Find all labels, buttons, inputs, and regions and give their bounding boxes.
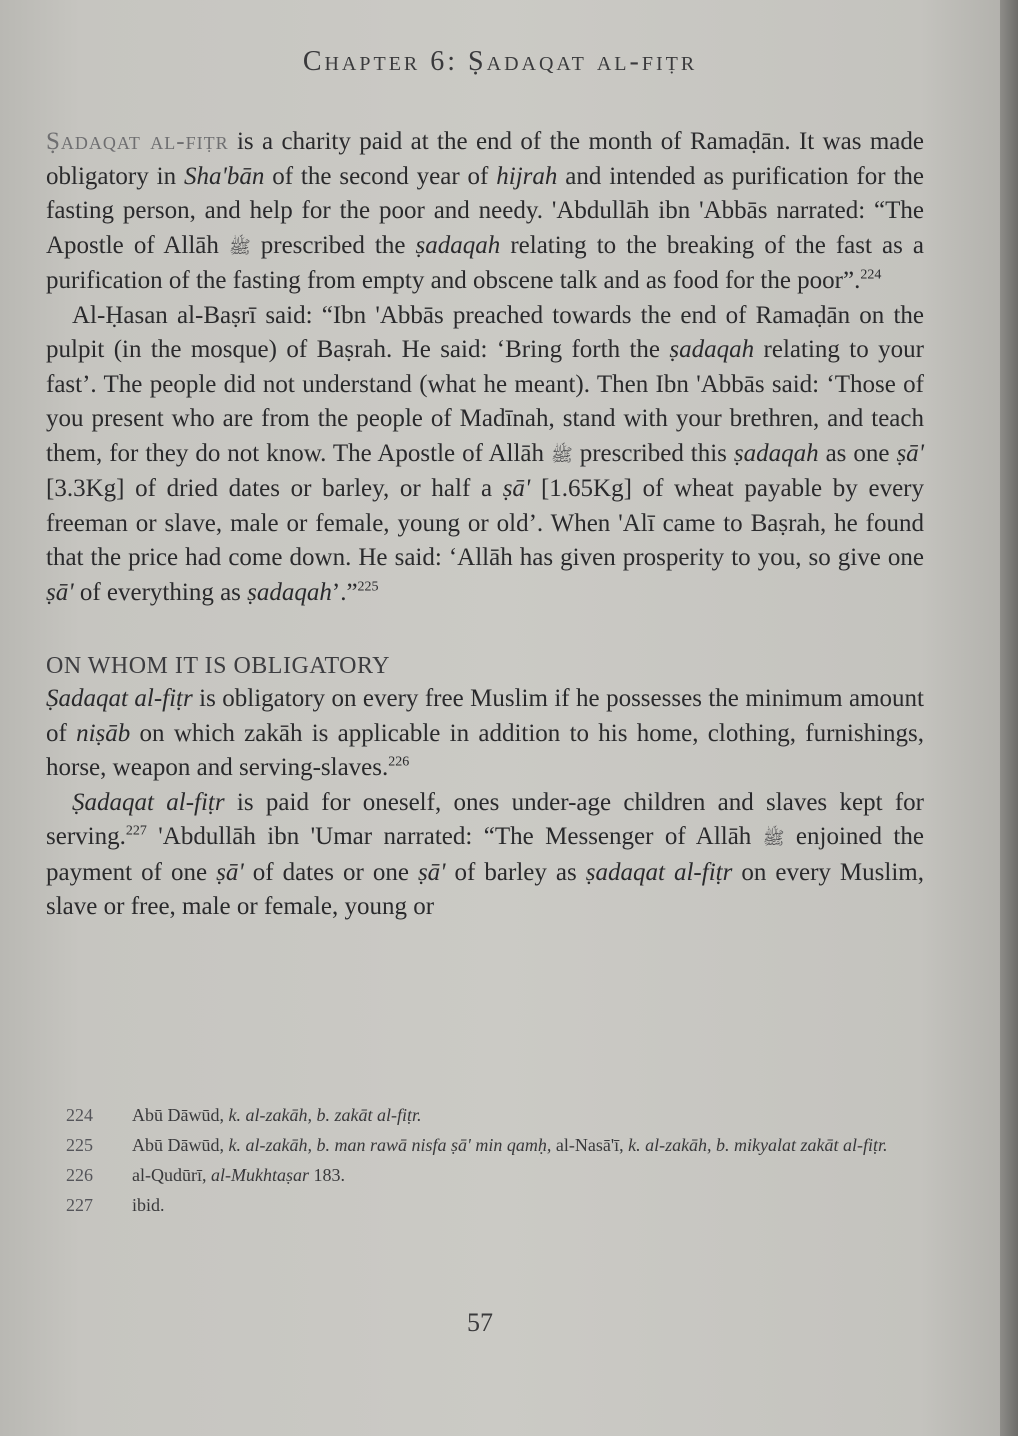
footnote-text: Abū Dāwūd, xyxy=(132,1135,229,1155)
footnote-text: ibid. xyxy=(132,1195,165,1215)
footnote-number: 226 xyxy=(66,1165,93,1185)
italic-term: ṣadaqat al-fiṭr xyxy=(585,858,733,886)
footnotes xyxy=(66,1100,926,1220)
text-run: of everything as xyxy=(73,578,248,606)
footnote-italic: k. al-zakāh, b. mikyalat zakāt al-fiṭr. xyxy=(628,1135,888,1155)
italic-term: Ṣadaqat al-fiṭr xyxy=(72,788,225,816)
text-run: relating to your fast’. The people did not understand (what he meant). Then Ibn 'Abbās said: ‘Those of you present who are from the people of Madīnah, stand with your brethren, and teach them, for they do not know. The Apostle of Allāh xyxy=(46,336,924,467)
footnote-text: al-Nasā'ī, xyxy=(551,1135,629,1155)
text-run: is a charity paid at the end of the month of Ramaḍān. It was made obligatory in xyxy=(46,128,924,190)
italic-term: niṣāb xyxy=(76,719,131,747)
footnote-ref-226[interactable]: 226 xyxy=(388,754,410,770)
section-heading: ON WHOM IT IS OBLIGATORY xyxy=(46,653,391,679)
paragraph-4 xyxy=(46,786,924,925)
text-run: of dates or one xyxy=(243,858,418,886)
paragraph-2 xyxy=(46,299,924,611)
text-run: of the second year of xyxy=(264,162,497,190)
italic-term: ṣā' xyxy=(896,439,925,467)
footnote-225 xyxy=(66,1130,926,1160)
italic-term: Ṣadaqat al-fiṭr xyxy=(46,685,193,712)
text-run: is paid for oneself, ones under-age children and slaves kept for serving. xyxy=(46,788,924,850)
page-edge xyxy=(1000,0,1018,1436)
honorific-symbol: ﷺ xyxy=(762,828,785,848)
text-run: ’.” xyxy=(331,578,358,606)
footnote-number: 225 xyxy=(66,1135,93,1155)
footnote-text: al-Qudūrī, xyxy=(132,1165,211,1185)
body-text xyxy=(46,125,924,925)
paragraph-1 xyxy=(46,125,924,299)
text-run: [3.3Kg] of dried dates or barley, or half a xyxy=(46,475,503,502)
footnote-ref-224[interactable]: 224 xyxy=(860,267,882,283)
italic-term: ṣā' xyxy=(216,858,244,886)
italic-term: ṣadaqah xyxy=(733,439,819,467)
footnote-226 xyxy=(66,1160,926,1190)
footnote-text: Abū Dāwūd, xyxy=(132,1105,229,1125)
running-head: Chapter 6: Ṣadaqat al-fiṭr xyxy=(302,46,698,77)
text-run: as one xyxy=(818,439,897,467)
text-run: Al-Ḥasan al-Baṣrī said: “Ibn 'Abbās preached towards the end of Ramaḍān on the pulpit (in the mosque) of Baṣrah. He said: ‘Bring forth the xyxy=(46,301,924,363)
italic-term: Sha'bān xyxy=(183,162,265,190)
text-run: prescribed this xyxy=(572,439,734,467)
footnote-number: 224 xyxy=(66,1105,93,1125)
text-run: is obligatory on every free Muslim if he possesses the minimum amount of xyxy=(46,685,924,747)
text-run: 'Abdullāh ibn 'Umar narrated: “The Messenger of Allāh xyxy=(146,823,763,850)
footnote-227 xyxy=(66,1190,926,1220)
footnote-italic: al-Mukhtaṣar xyxy=(210,1165,309,1185)
italic-term: ṣā' xyxy=(502,475,531,502)
text-run: enjoined the payment of one xyxy=(46,823,924,886)
text-run: on which zakāh is applicable in addition to his home, clothing, furnishings, horse, weapon and serving-slaves. xyxy=(46,719,924,781)
text-run: on every Muslim, slave or free, male or female, young or xyxy=(46,858,924,920)
footnote-number: 227 xyxy=(66,1195,93,1215)
footnote-ref-225[interactable]: 225 xyxy=(357,579,379,595)
footnote-ref-227[interactable]: 227 xyxy=(125,823,147,839)
italic-term: ṣadaqah xyxy=(415,231,501,259)
footnote-italic: k. al-zakāh, b. man rawā nisfa ṣā' min qamḥ, xyxy=(228,1135,552,1155)
footnote-text: 183. xyxy=(308,1165,345,1185)
text-run: of barley as xyxy=(445,858,586,886)
footnote-224 xyxy=(66,1100,926,1130)
text-run: relating to the breaking of the fast as a purification of the fasting from empty and obscene talk and as food for the poor”. xyxy=(46,231,924,294)
italic-term: ṣadaqah xyxy=(247,578,332,606)
honorific-symbol: ﷺ xyxy=(228,236,251,257)
text-run: [1.65Kg] of wheat payable by every freeman or slave, male or female, young or old’. When 'Alī came to Baṣrah, he found that the price had come down. He said: ‘Allāh has given prosperity to you, so give one xyxy=(46,475,924,571)
page-number: 57 xyxy=(467,1308,493,1337)
text-run: prescribed the xyxy=(250,231,416,259)
paragraph-3 xyxy=(46,682,924,786)
italic-term: ṣā' xyxy=(46,578,74,606)
text-run: and intended as purification for the fasting person, and help for the poor and needy. 'Abdullāh ibn 'Abbās narrated: “The Apostle of Allāh xyxy=(46,162,924,259)
italic-term: hijrah xyxy=(496,162,558,190)
honorific-symbol: ﷺ xyxy=(551,444,573,465)
lead-in: Ṣadaqat al-fiṭr xyxy=(46,128,229,155)
footnote-italic: k. al-zakāh, b. zakāt al-fiṭr. xyxy=(228,1105,422,1125)
italic-term: ṣadaqah xyxy=(669,336,755,363)
italic-term: ṣā' xyxy=(417,858,446,886)
